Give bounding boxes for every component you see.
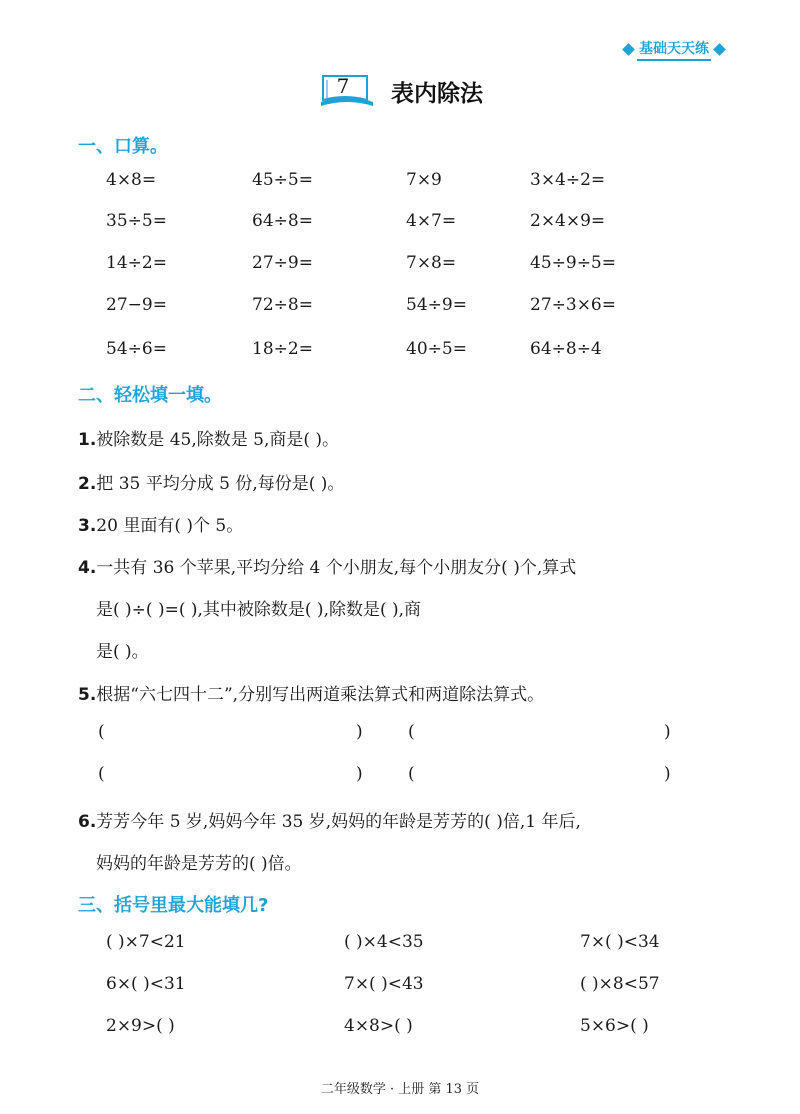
compare-item: 6×( )<31 (106, 974, 186, 994)
page-footer: 二年级数学 · 上册 第 13 页 (320, 1082, 480, 1097)
compare-row (0, 1016, 800, 1044)
section-oral-title: 一、口算。 (78, 136, 168, 157)
compare-item: 7×( )<34 (580, 932, 660, 952)
oral-item: 27÷9= (252, 253, 313, 273)
oral-item: 64÷8= (252, 211, 313, 231)
question-text: 一共有 36 个苹果,平均分给 4 个小朋友,每个小朋友分( )个,算式 (96, 558, 577, 578)
compare-item: ( )×8<57 (580, 974, 660, 994)
oral-item: 35÷5= (106, 211, 167, 231)
question-text: 把 35 平均分成 5 份,每份是( )。 (96, 474, 345, 494)
answer-paren-close: ) (664, 722, 671, 742)
oral-item: 2×4×9= (530, 211, 606, 231)
oral-item: 7×8= (406, 253, 457, 273)
oral-item: 3×4÷2= (530, 170, 606, 190)
answer-paren-open: ( (98, 722, 105, 742)
question-2 (78, 469, 344, 494)
oral-item: 54÷6= (106, 339, 167, 359)
compare-item: ( )×4<35 (344, 932, 424, 952)
open-book-icon (317, 72, 377, 110)
question-text: 根据“六七四十二”,分别写出两道乘法算式和两道除法算式。 (96, 685, 545, 705)
answer-paren-open: ( (408, 764, 415, 784)
compare-item: 5×6>( ) (580, 1016, 649, 1036)
answer-paren-close: ) (356, 722, 363, 742)
series-tag-text: 基础天天练 (637, 38, 711, 61)
section-compare-title: 三、括号里最大能填几? (78, 895, 269, 916)
oral-item: 7×9 (406, 170, 442, 190)
question-number: 1. (78, 430, 97, 450)
oral-item: 14÷2= (106, 253, 167, 273)
answer-paren-close: ) (664, 764, 671, 784)
compare-item: 7×( )<43 (344, 974, 424, 994)
compare-row (0, 974, 800, 1002)
question-4-line-2: 是( )÷( )=( ),其中被除数是( ),除数是( ),商 (96, 600, 422, 620)
question-4-line-1 (78, 553, 576, 578)
question-4-line-3: 是( )。 (96, 642, 149, 662)
oral-row (0, 339, 800, 367)
oral-row (0, 253, 800, 281)
answer-paren-open: ( (98, 764, 105, 784)
question-number: 6. (78, 812, 97, 832)
question-3 (78, 511, 243, 536)
lesson-number: 7 (336, 74, 350, 98)
oral-item: 54÷9= (406, 295, 467, 315)
compare-row (0, 932, 800, 960)
question-text: 被除数是 45,除数是 5,商是( )。 (96, 430, 340, 450)
answer-paren-open: ( (408, 722, 415, 742)
question-number: 5. (78, 685, 97, 705)
compare-item: 4×8>( ) (344, 1016, 413, 1036)
oral-item: 45÷9÷5= (530, 253, 616, 273)
answer-paren-close: ) (356, 764, 363, 784)
oral-item: 27÷3×6= (530, 295, 616, 315)
compare-item: ( )×7<21 (106, 932, 186, 952)
lesson-title-text: 表内除法 (391, 80, 483, 107)
question-text: 芳芳今年 5 岁,妈妈今年 35 岁,妈妈的年龄是芳芳的( )倍,1 年后, (96, 812, 581, 832)
diamond-left-icon (622, 43, 635, 56)
diamond-right-icon (713, 43, 726, 56)
question-text: 20 里面有( )个 5。 (96, 516, 244, 536)
oral-item: 27−9= (106, 295, 167, 315)
oral-row (0, 211, 800, 239)
question-number: 2. (78, 474, 97, 494)
oral-row (0, 170, 800, 198)
section-fill-title: 二、轻松填一填。 (78, 385, 222, 406)
oral-item: 4×8= (106, 170, 157, 190)
question-number: 3. (78, 516, 97, 536)
lesson-title (0, 72, 800, 110)
question-1 (78, 425, 339, 450)
oral-item: 72÷8= (252, 295, 313, 315)
series-tag (624, 38, 724, 61)
question-6-line-1 (78, 807, 581, 832)
question-number: 4. (78, 558, 97, 578)
compare-item: 2×9>( ) (106, 1016, 175, 1036)
question-5 (78, 680, 544, 705)
oral-item: 18÷2= (252, 339, 313, 359)
question-6-line-2: 妈妈的年龄是芳芳的( )倍。 (96, 854, 302, 874)
oral-item: 45÷5= (252, 170, 313, 190)
oral-item: 4×7= (406, 211, 457, 231)
oral-item: 40÷5= (406, 339, 467, 359)
oral-item: 64÷8÷4 (530, 339, 602, 359)
oral-row (0, 295, 800, 323)
